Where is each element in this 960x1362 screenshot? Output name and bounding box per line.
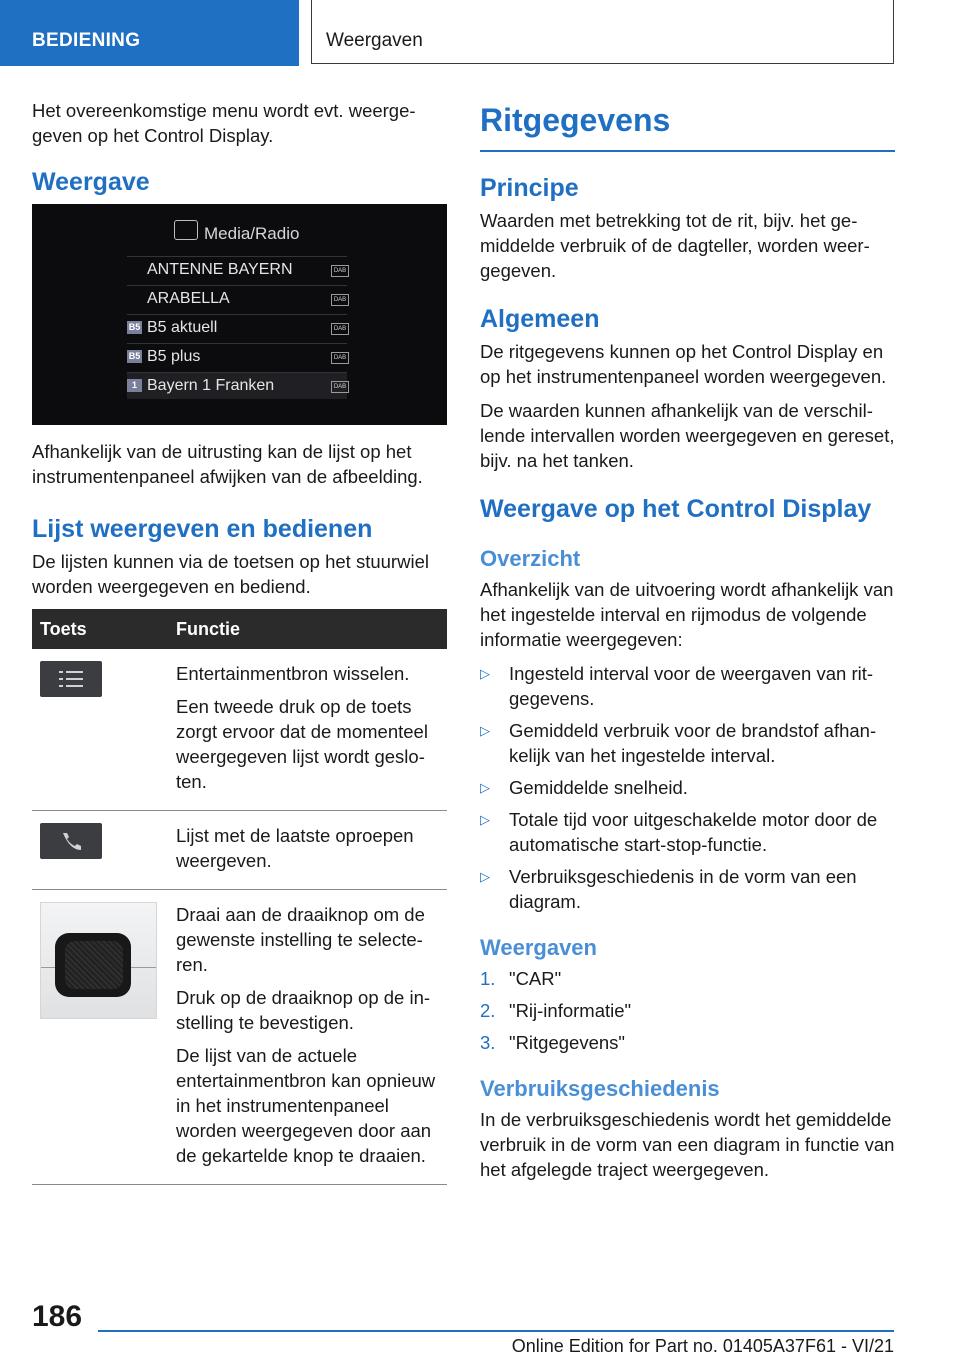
step-number: 3. [480,1032,496,1053]
list-item [480,966,895,991]
step-text: "CAR" [509,968,562,989]
station-logo-icon: B5 [128,322,141,332]
button-function-table [32,609,447,1185]
rotary-knob-icon [40,902,157,1019]
heading-lijst: Lijst weergeven en bedienen [32,515,373,543]
chapter-title: Weergaven [326,30,423,51]
table-cell-key [32,649,168,811]
radio-icon [174,220,198,240]
table-header-toets: Toets [32,609,168,649]
right-column [480,100,895,1191]
list-item-label: B5 plus [147,348,201,365]
list-item: ▷ Totale tijd voor uitgeschakelde motor door de automatische start-stop-functie. [480,807,895,857]
list-item: ▷ Ingesteld interval voor de weergaven van ritgegevens. [480,661,895,711]
step-number: 1. [480,968,496,989]
list-item [480,1030,895,1055]
intro-text: Het overeenkomstige menu wordt evt. weergegeven op het Control Display. [32,100,416,146]
heading-overzicht: Overzicht [480,546,581,571]
function-text: De lijst van de actuele entertainmentbron kan opnieuw in het instrumentenpaneel worden weergegeven door aan de gekartelde knop te draaien. [176,1045,436,1166]
heading-weergave: Weergave [32,168,150,196]
list-item [127,285,347,312]
table-row [32,649,447,811]
step-number: 2. [480,1000,496,1021]
step-text: "Rij-informatie" [509,1000,632,1021]
section-tab [0,0,299,66]
list-item [127,343,347,370]
image-caption: Afhankelijk van de uitrusting kan de lijst op het instrumentenpaneel afwijken van de afbeelding. [32,441,423,487]
edition-text: Online Edition for Part no. 01405A37F61 - VI/21 [511,1336,894,1356]
heading-verbruik: Verbruiksgeschiedenis [480,1076,720,1101]
dab-badge: DAB [331,265,349,277]
table-cell-function [168,811,447,890]
dab-badge: DAB [331,352,349,364]
heading-weergave-cd: Weergave op het Control Display [480,495,872,523]
step-text: "Ritgegevens" [509,1032,625,1053]
station-logo-icon: B5 [128,351,141,361]
function-text: Een tweede druk op de toets zorgt ervoor dat de momenteel weergegeven lijst wordt gesloten. [176,696,428,792]
principe-text: Waarden met betrekking tot de rit, bijv. het gemiddelde verbruik of de dagteller, worden weergegeven. [480,210,870,281]
table-cell-function [168,649,447,811]
lijst-text: De lijsten kunnen via de toetsen op het stuurwiel worden weergegeven en bediend. [32,551,429,597]
left-column [32,98,447,1185]
list-item: ▷ Gemiddelde snelheid. [480,775,895,800]
overzicht-text: Afhankelijk van de uitvoering wordt afhankelijk van het ingestelde interval en rijmodus de volgende informatie weergegeven: [480,579,894,650]
list-item: ▷ Gemiddeld verbruik voor de brandstof afhankelijk van het ingestelde interval. [480,718,895,768]
list-item-label: B5 aktuell [147,319,218,336]
station-logo-icon: 1 [127,379,142,392]
media-title: Media/Radio [204,224,300,243]
function-text: Entertainmentbron wisselen. [176,663,410,684]
list-item: ▷ Verbruiksgeschiedenis in de vorm van een diagram. [480,864,895,914]
steps-list [480,966,895,1055]
page-number: 186 [32,1300,83,1333]
section-title: BEDIENING [32,30,141,51]
table-row [32,890,447,1185]
list-menu-icon [40,661,102,697]
dab-badge: DAB [331,323,349,335]
table-row [32,811,447,890]
list-item [127,372,347,399]
list-item-label: ANTENNE BAYERN [147,261,293,278]
function-text: Druk op de draaiknop op de instelling te bevestigen. [176,987,431,1033]
chapter-box [311,0,894,64]
info-bullet-list [480,661,895,914]
table-cell-key [32,811,168,890]
algemeen-text-2: De waarden kunnen afhankelijk van de verschillende intervallen worden weergegeven en gereset, bijv. na het tanken. [480,400,895,471]
function-text: Lijst met de laatste oproepen weergeven. [176,825,414,871]
function-text: Draai aan de draaiknop om de gewenste instelling te selecteren. [176,904,425,975]
list-item [127,314,347,341]
footer-divider [98,1330,894,1332]
verbruik-text: In de verbruiksgeschiedenis wordt het gemiddelde verbruik in de vorm van een diagram in functie van het afgelegde traject weergegeven. [480,1109,895,1180]
table-cell-function [168,890,447,1185]
table-cell-key [32,890,168,1185]
list-item-label: Bayern 1 Franken [147,377,275,394]
heading-weergaven: Weergaven [480,935,597,960]
dab-badge: DAB [331,294,349,306]
list-item-label: ARABELLA [147,290,230,307]
heading-algemeen: Algemeen [480,305,600,333]
page-title: Ritgegevens [480,100,895,152]
media-radio-screenshot [32,204,447,425]
algemeen-text-1: De ritgegevens kunnen op het Control Display en op het instrumentenpaneel worden weergegeven. [480,341,887,387]
phone-icon [40,823,102,859]
dab-badge: DAB [331,381,349,393]
table-header-functie: Functie [168,609,447,649]
list-item [480,998,895,1023]
list-item [127,256,347,283]
heading-principe: Principe [480,174,579,202]
